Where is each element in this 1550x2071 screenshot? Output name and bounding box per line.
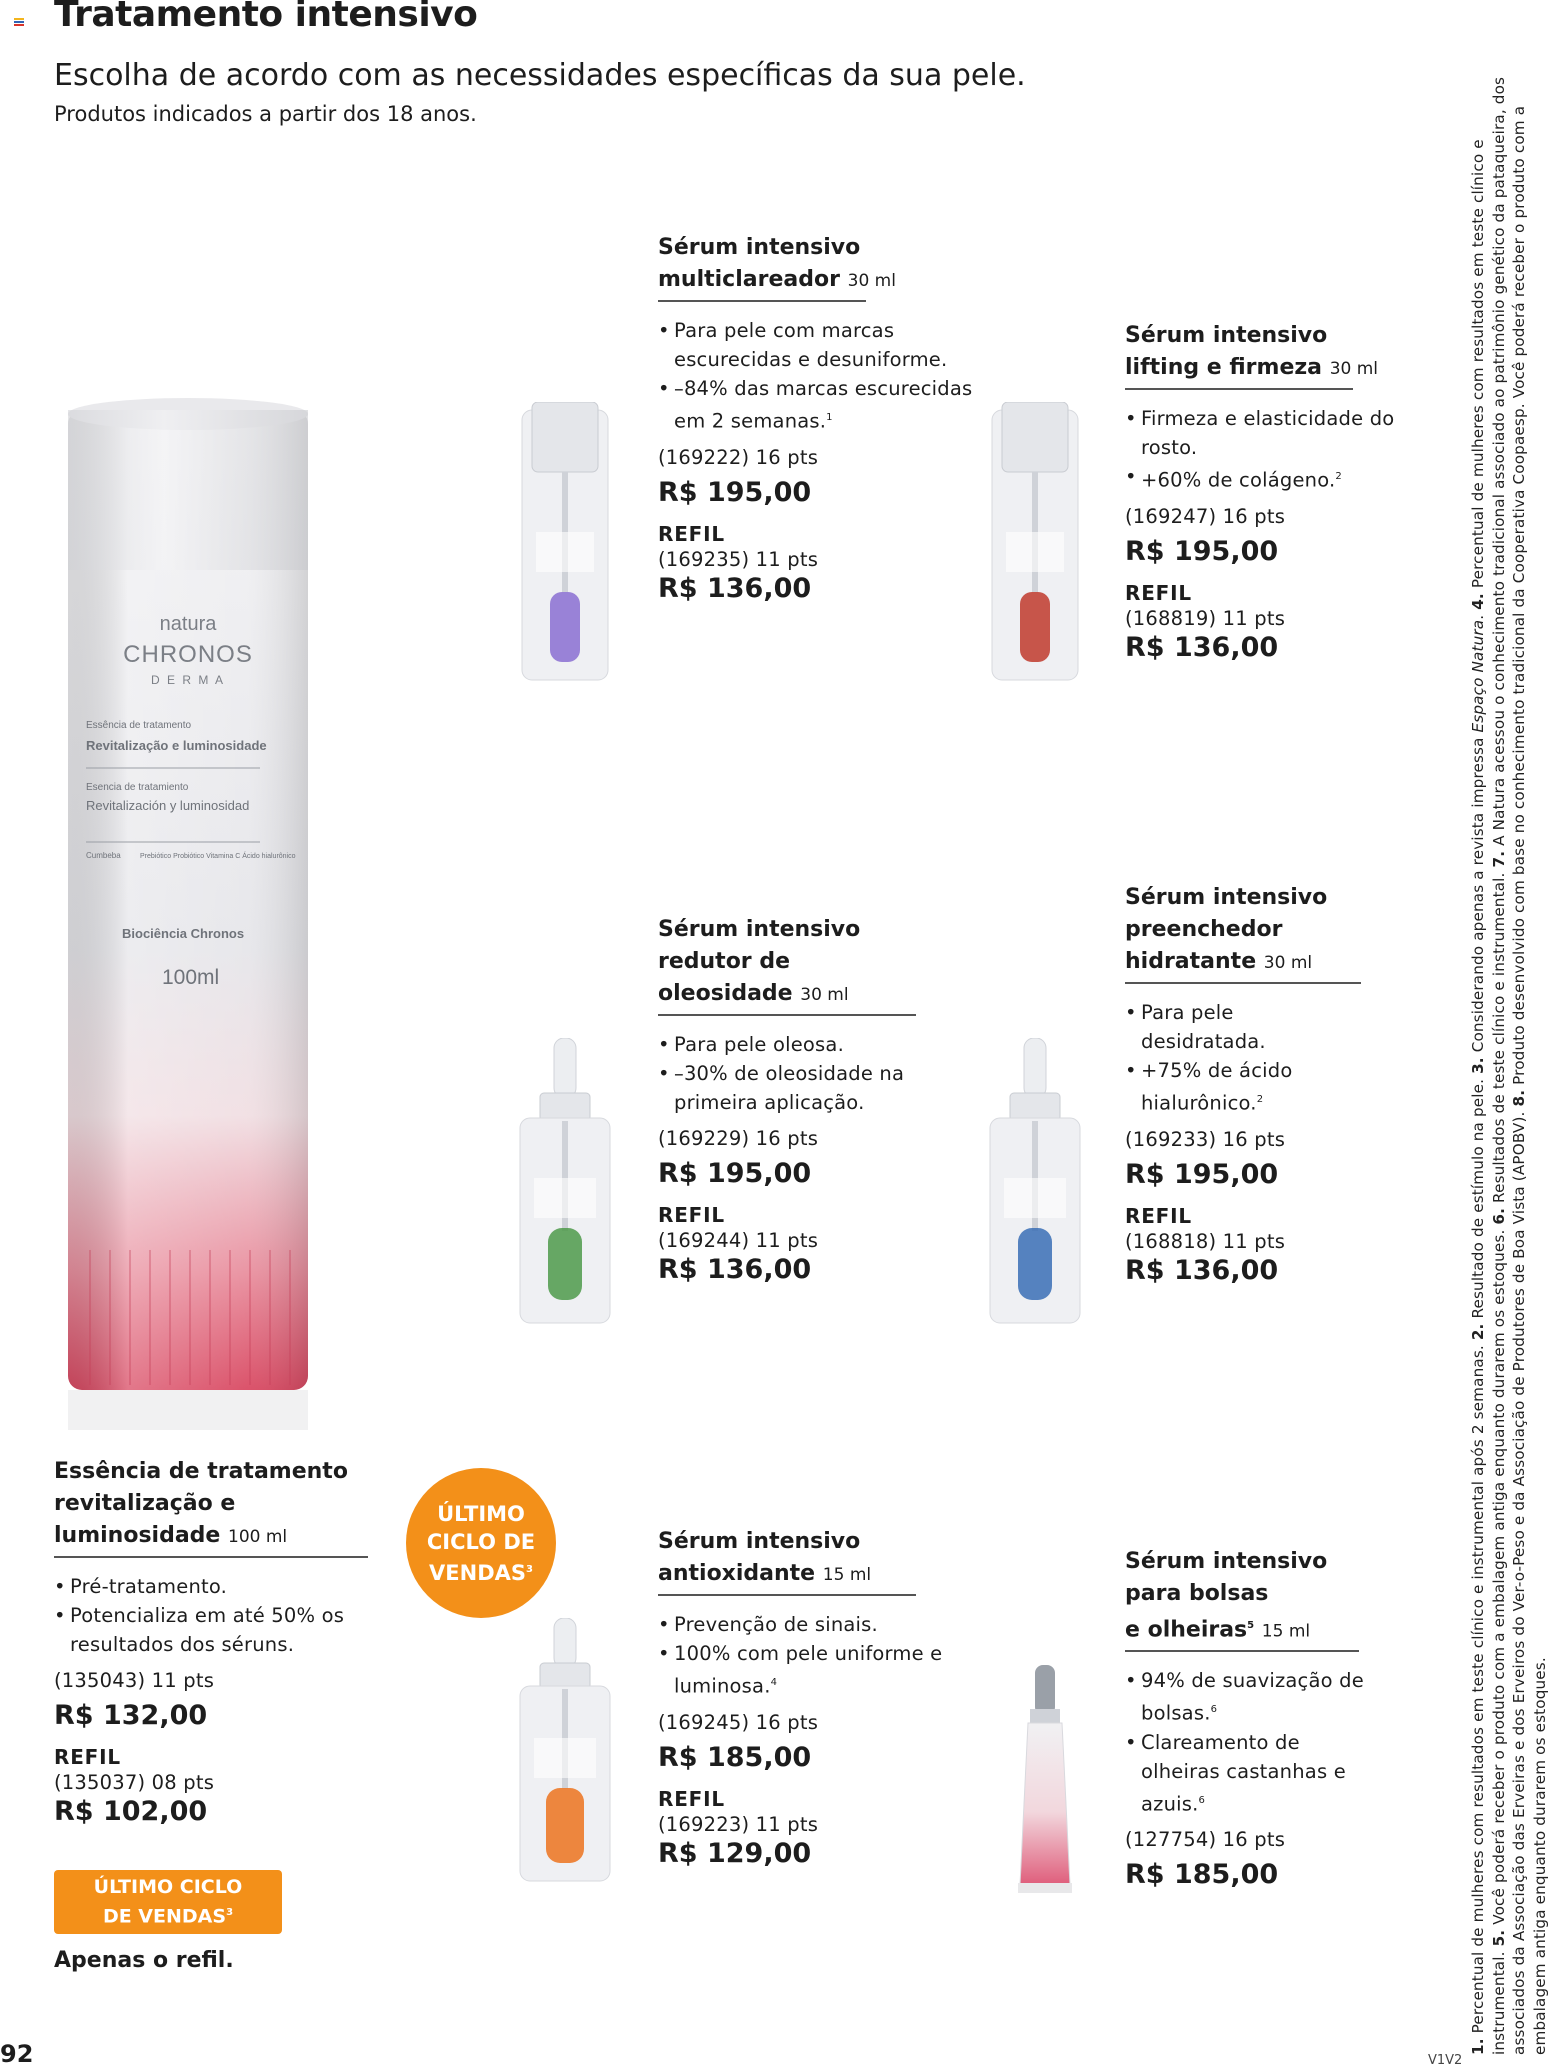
- product-olheiras: [1125, 1546, 1425, 1890]
- product-volume: 15 ml: [822, 1565, 872, 1585]
- last-cycle-badge-rect: ÚLTIMO CICLO DE VENDAS$^3$: [54, 1870, 282, 1934]
- product-rule: [1125, 1650, 1359, 1652]
- refil-label: REFIL: [1125, 1203, 1192, 1228]
- refil-price: R$ 136,00: [658, 572, 812, 604]
- product-bullet: • Para pele com marcas escurecidas e desuniforme.: [658, 316, 978, 374]
- product-name-line: Sérum intensivo: [658, 917, 861, 942]
- refil-code: (169223) 11 pts: [658, 1812, 819, 1836]
- product-name-line: redutor de: [658, 949, 790, 974]
- multiclareador-bottle-image: [510, 402, 620, 692]
- bottle-volume: 100ml: [162, 966, 220, 989]
- product-price: R$ 132,00: [54, 1700, 208, 1731]
- product-preenchedor: [1125, 882, 1415, 1286]
- product-rule: [54, 1556, 368, 1558]
- last-cycle-badge-circle: ÚLTIMO CICLO DE VENDAS$^3$: [406, 1468, 556, 1618]
- product-bullet: • Para pele desidratada.: [1125, 998, 1335, 1056]
- product-bullets: [1125, 1666, 1365, 1818]
- product-bullets: [54, 1572, 374, 1659]
- product-price: R$ 195,00: [1125, 1158, 1279, 1190]
- product-bullet: • Prevenção de sinais.: [658, 1610, 948, 1639]
- refil-label: REFIL: [1125, 580, 1192, 605]
- product-rule: [658, 1014, 916, 1016]
- bottle-tech: Biociência Chronos: [122, 926, 245, 941]
- product-bullets: [1125, 404, 1415, 495]
- footnotes: 1. Percentual de mulheres com resultados em teste clínico e instrumental após 2 semanas. 2. Resultado de estímulo na pele. 3. Considerando apenas a revista impressa Espaço Natura. 4. Percentual de mulheres com resultados em teste clínico e instrumental. 5. Você poderá receber o produto com a embalagem antiga enquanto durarem os estoques. 6. Resultados de teste clínico e instrumental. 7. A Natura acessou o conhecimento tradicional associado ao patrimônio genético da pataqueira, dos associados da Associação das Erveiras e dos Erveiros do Ver-o-Peso e da Associação de Produtores de Boa Vista (APOBV). 8. Produto desenvolvido com base no conhecimento tradicional da Cooperativa Coopaesp. Você poderá receber o produto com a embalagem antiga enquanto durarem os estoques.: [1469, 76, 1549, 2055]
- product-name: [658, 914, 978, 1011]
- product-bullet: • Clareamento de olheiras castanhas e azuis.$^6$: [1125, 1728, 1365, 1819]
- refil-label: REFIL: [54, 1745, 121, 1769]
- product-name-line: revitalização e: [54, 1491, 236, 1516]
- page-subtitle: Escolha de acordo com as necessidades específicas da sua pele.: [54, 58, 1026, 93]
- product-bullet: • Para pele oleosa.: [658, 1030, 948, 1059]
- product-name-line: luminosidade: [54, 1523, 221, 1548]
- product-bullet: • 94% de suavização de bolsas.$^6$: [1125, 1666, 1365, 1728]
- product-redutor: [658, 914, 978, 1285]
- refil-label: REFIL: [658, 521, 725, 546]
- product-rule: [658, 1594, 916, 1596]
- bottle-label-es: Revitalización y luminosidad: [86, 798, 250, 813]
- product-volume: 30 ml: [1263, 953, 1313, 973]
- refil-code: (169235) 11 pts: [658, 547, 819, 571]
- product-code: (169247) 16 pts: [1125, 504, 1286, 528]
- product-name-sup: 5: [1247, 1620, 1255, 1631]
- product-name-line: Sérum intensivo: [658, 235, 861, 260]
- page-title: Tratamento intensivo: [54, 0, 478, 35]
- product-bullets: [658, 1610, 948, 1701]
- refil-price: R$ 129,00: [658, 1837, 812, 1869]
- product-bullet: • +75% de ácido hialurônico.$^2$: [1125, 1056, 1335, 1118]
- product-name-line: Sérum intensivo: [658, 1529, 861, 1554]
- refil-price: R$ 136,00: [658, 1254, 812, 1285]
- product-name-line: Sérum intensivo: [1125, 323, 1328, 348]
- product-bullet: • Potencializa em até 50% os resultados dos séruns.: [54, 1601, 374, 1659]
- lifting-bottle-image: [980, 402, 1090, 692]
- only-refil-note: Apenas o refil.: [54, 1948, 234, 1973]
- product-code: (169222) 16 pts: [658, 445, 819, 469]
- product-name: [1125, 1546, 1425, 1647]
- product-bullet: • Firmeza e elasticidade do rosto.: [1125, 404, 1415, 462]
- product-volume: 30 ml: [800, 985, 849, 1005]
- product-name-line: Sérum intensivo: [1125, 1549, 1328, 1574]
- product-name-line: para bolsas: [1125, 1581, 1269, 1606]
- product-rule: [658, 300, 866, 302]
- product-bullet: • 100% com pele uniforme e luminosa.$^4$: [658, 1639, 948, 1701]
- product-price: R$ 185,00: [658, 1741, 812, 1773]
- edition-code: V1V2: [1428, 2053, 1463, 2068]
- product-name-line: hidratante: [1125, 949, 1257, 974]
- product-name-line: oleosidade: [658, 981, 793, 1006]
- product-code: (135043) 11 pts: [54, 1669, 215, 1692]
- refil-code: (135037) 08 pts: [54, 1771, 215, 1794]
- product-name-line: Essência de tratamento: [54, 1459, 348, 1484]
- bottle-label-es-small: Esencia de tratamiento: [86, 782, 189, 793]
- product-bullets: [658, 1030, 948, 1117]
- product-multiclareador: [658, 232, 978, 604]
- product-bullets: [658, 316, 978, 436]
- product-name: [658, 1526, 988, 1591]
- redutor-bottle-image: [510, 1038, 620, 1328]
- product-essencia: [54, 1456, 384, 1827]
- product-volume: 30 ml: [1329, 359, 1379, 379]
- product-price: R$ 195,00: [1125, 535, 1279, 567]
- product-name-line: e olheiras: [1125, 1617, 1248, 1643]
- product-code: (169229) 16 pts: [658, 1127, 819, 1150]
- product-name: [1125, 882, 1415, 979]
- bottle-ingredients: Prebiótico Probiótico Vitamina C Ácido hialurônico: [140, 853, 296, 860]
- bottle-line: CHRONOS: [123, 641, 253, 668]
- product-bullet: • –30% de oleosidade na primeira aplicação.: [658, 1059, 948, 1117]
- page-number: 92: [0, 2040, 34, 2068]
- age-note: Produtos indicados a partir dos 18 anos.: [54, 102, 477, 126]
- refil-label: REFIL: [658, 1203, 725, 1227]
- product-volume: 30 ml: [847, 271, 896, 291]
- product-volume: 15 ml: [1261, 1621, 1311, 1642]
- product-name-line: multiclareador: [658, 267, 840, 292]
- product-bullet: • Pré-tratamento.: [54, 1572, 374, 1601]
- product-rule: [1125, 982, 1361, 984]
- bottle-label-pt: Revitalização e luminosidade: [86, 738, 267, 753]
- corner-color-mark: [14, 18, 24, 26]
- product-bullet: • –84% das marcas escurecidas em 2 semanas.$^1$: [658, 374, 978, 436]
- product-antioxidante: [658, 1526, 988, 1869]
- product-code: (169245) 16 pts: [658, 1710, 819, 1734]
- product-code: (169233) 16 pts: [1125, 1127, 1286, 1151]
- product-lifting: [1125, 320, 1415, 663]
- product-name-line: antioxidante: [658, 1561, 816, 1586]
- product-volume: 100 ml: [228, 1527, 288, 1547]
- bottle-brand: natura: [159, 613, 217, 635]
- bottle-ingredients-left: Cumbeba: [86, 851, 121, 860]
- preenchedor-bottle-image: [980, 1038, 1090, 1328]
- product-name: [54, 1456, 384, 1553]
- product-name: [1125, 320, 1415, 385]
- refil-code: (168818) 11 pts: [1125, 1229, 1286, 1253]
- product-name-line: lifting e firmeza: [1125, 355, 1323, 380]
- product-price: R$ 185,00: [1125, 1859, 1279, 1891]
- product-bullets: [1125, 998, 1335, 1118]
- essencia-bottle-image: [20, 390, 350, 1430]
- product-price: R$ 195,00: [658, 1158, 812, 1189]
- refil-price: R$ 102,00: [54, 1796, 208, 1827]
- bottle-subline: D E R M A: [150, 673, 226, 687]
- product-name: [658, 232, 978, 297]
- olheiras-tube-image: [1010, 1665, 1080, 1905]
- refil-code: (169244) 11 pts: [658, 1229, 819, 1252]
- product-rule: [1125, 388, 1353, 390]
- refil-label: REFIL: [658, 1786, 725, 1811]
- refil-price: R$ 136,00: [1125, 631, 1279, 663]
- refil-code: (168819) 11 pts: [1125, 606, 1286, 630]
- refil-price: R$ 136,00: [1125, 1254, 1279, 1286]
- product-price: R$ 195,00: [658, 476, 812, 508]
- product-code: (127754) 16 pts: [1125, 1828, 1286, 1852]
- antioxidante-bottle-image: [510, 1618, 620, 1888]
- product-name-line: Sérum intensivo: [1125, 885, 1328, 910]
- bottle-label-pt-small: Essência de tratamento: [86, 720, 192, 731]
- product-bullet: • +60% de colágeno.$^2$: [1125, 462, 1415, 495]
- product-name-line: preenchedor: [1125, 917, 1283, 942]
